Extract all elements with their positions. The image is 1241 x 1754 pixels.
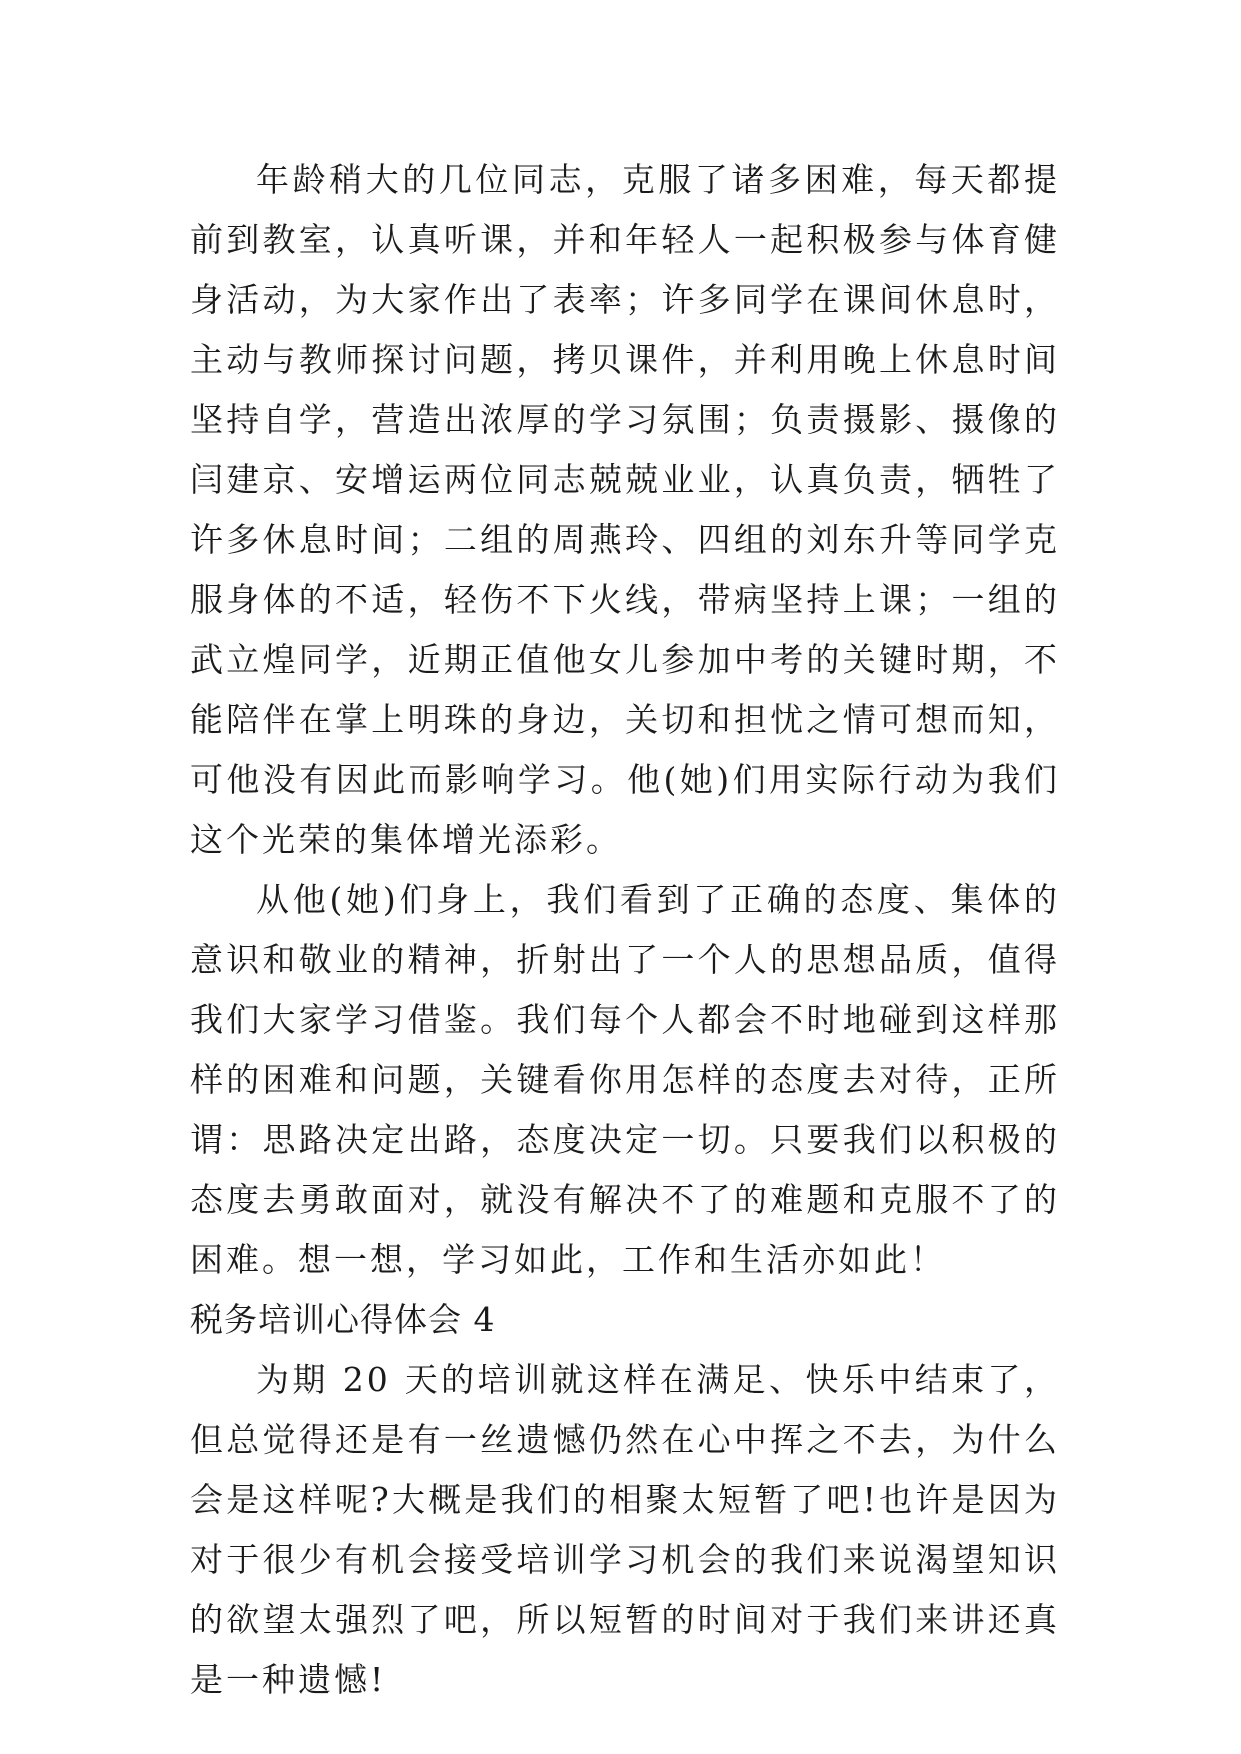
body-paragraph-1: 年龄稍大的几位同志，克服了诸多困难，每天都提前到教室，认真听课，并和年轻人一起积极参与体育健身活动，为大家作出了表率；许多同学在课间休息时，主动与教师探讨问题，拷贝课件，并利用晚上休息时间坚持自学，营造出浓厚的学习氛围；负责摄影、摄像的闫建京、安增运两位同志兢兢业业，认真负责，牺牲了许多休息时间；二组的周燕玲、四组的刘东升等同学克服身体的不适，轻伤不下火线，带病坚持上课；一组的武立煌同学，近期正值他女儿参加中考的关键时期，不能陪伴在掌上明珠的身边，关切和担忧之情可想而知，可他没有因此而影响学习。他(她)们用实际行动为我们这个光荣的集体增光添彩。 <box>190 160 1060 859</box>
section-heading: 税务培训心得体会 4 <box>190 1300 496 1339</box>
document-body <box>190 150 1060 1710</box>
body-paragraph-2: 从他(她)们身上，我们看到了正确的态度、集体的意识和敬业的精神，折射出了一个人的思想品质，值得我们大家学习借鉴。我们每个人都会不时地碰到这样那样的困难和问题，关键看你用怎样的态度去对待，正所谓：思路决定出路，态度决定一切。只要我们以积极的态度去勇敢面对，就没有解决不了的难题和克服不了的困难。想一想，学习如此，工作和生活亦如此！ <box>190 880 1060 1279</box>
section-paragraph: 为期 20 天的培训就这样在满足、快乐中结束了，但总觉得还是有一丝遗憾仍然在心中挥之不去，为什么会是这样呢?大概是我们的相聚太短暂了吧!也许是因为对于很少有机会接受培训学习机会的我们来说渴望知识的欲望太强烈了吧，所以短暂的时间对于我们来讲还真是一种遗憾! <box>190 1360 1060 1699</box>
